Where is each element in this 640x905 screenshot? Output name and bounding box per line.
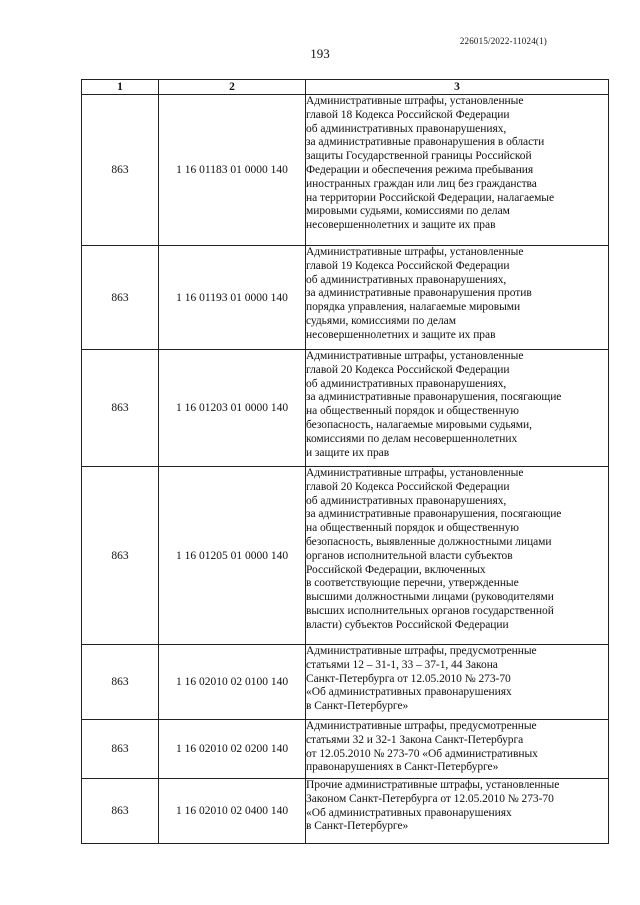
description-cell: Административные штрафы, предусмотренные статьями 32 и 32-1 Закона Санкт-Петербурга от 12.05.2010 № 273-70 «Об административных правонарушениях в Санкт-Петербурге» xyxy=(306,720,609,779)
description-cell: Административные штрафы, установленные главой 20 Кодекса Российской Федерации об административных правонарушениях, за административные правонарушения, посягающие на общественный порядок и общественную безопасность, выявленные должностными лицами органов исполнительной власти субъектов Российской Федерации, включенных в соответствующие перечни, утвержденные высшими должностными лицами (руководителями высших исполнительных органов государственной власти) субъектов Российской Федерации xyxy=(306,467,609,645)
table-row xyxy=(82,246,609,350)
kbk-code-cell: 1 16 01205 01 0000 140 xyxy=(159,467,306,645)
admin-code-cell: 863 xyxy=(82,645,159,720)
table-row xyxy=(82,720,609,779)
kbk-code-cell: 1 16 02010 02 0200 140 xyxy=(159,720,306,779)
kbk-code-cell: 1 16 02010 02 0100 140 xyxy=(159,645,306,720)
table-row xyxy=(82,467,609,645)
table-header-row xyxy=(82,80,609,95)
table-row xyxy=(82,95,609,246)
table-row xyxy=(82,779,609,844)
document-id: 226015/2022-11024(1) xyxy=(459,36,547,46)
description-cell: Прочие административные штрафы, установленные Законом Санкт-Петербурга от 12.05.2010 № 273-70 «Об административных правонарушениях в Санкт-Петербурге» xyxy=(306,779,609,844)
budget-codes-table xyxy=(81,79,609,844)
table-row xyxy=(82,645,609,720)
column-header-3: 3 xyxy=(306,80,609,95)
column-header-1: 1 xyxy=(82,80,159,95)
description-cell: Административные штрафы, установленные главой 18 Кодекса Российской Федерации об административных правонарушениях, за административные правонарушения в области защиты Государственной границы Российской Федерации и обеспечения режима пребывания иностранных граждан или лиц без гражданства на территории Российской Федерации, налагаемые мировыми судьями, комиссиями по делам несовершеннолетних и защите их прав xyxy=(306,95,609,246)
admin-code-cell: 863 xyxy=(82,246,159,350)
kbk-code-cell: 1 16 01193 01 0000 140 xyxy=(159,246,306,350)
description-cell: Административные штрафы, установленные главой 19 Кодекса Российской Федерации об административных правонарушениях, за административные правонарушения против порядка управления, налагаемые мировыми судьями, комиссиями по делам несовершеннолетних и защите их прав xyxy=(306,246,609,350)
admin-code-cell: 863 xyxy=(82,350,159,467)
kbk-code-cell: 1 16 02010 02 0400 140 xyxy=(159,779,306,844)
description-cell: Административные штрафы, предусмотренные статьями 12 – 31-1, 33 – 37-1, 44 Закона Санкт-Петербурга от 12.05.2010 № 273-70 «Об административных правонарушениях в Санкт-Петербурге» xyxy=(306,645,609,720)
admin-code-cell: 863 xyxy=(82,467,159,645)
kbk-code-cell: 1 16 01203 01 0000 140 xyxy=(159,350,306,467)
page-number: 193 xyxy=(310,46,330,61)
admin-code-cell: 863 xyxy=(82,779,159,844)
admin-code-cell: 863 xyxy=(82,720,159,779)
admin-code-cell: 863 xyxy=(82,95,159,246)
table-row xyxy=(82,350,609,467)
kbk-code-cell: 1 16 01183 01 0000 140 xyxy=(159,95,306,246)
description-cell: Административные штрафы, установленные главой 20 Кодекса Российской Федерации об административных правонарушениях, за административные правонарушения, посягающие на общественный порядок и общественную безопасность, налагаемые мировыми судьями, комиссиями по делам несовершеннолетних и защите их прав xyxy=(306,350,609,467)
column-header-2: 2 xyxy=(159,80,306,95)
